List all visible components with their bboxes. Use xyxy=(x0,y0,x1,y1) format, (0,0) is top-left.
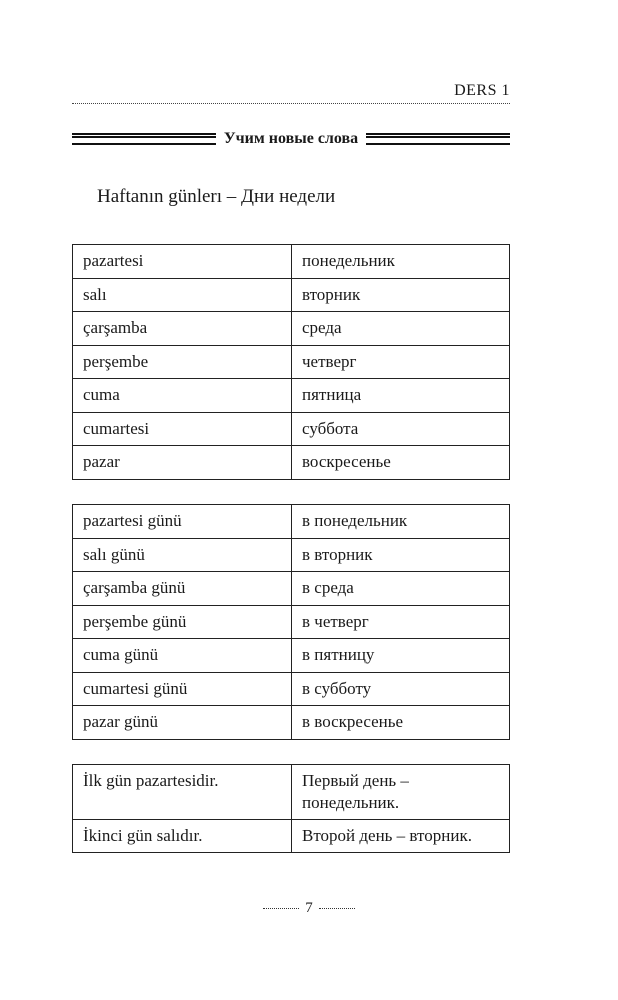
table-row xyxy=(73,505,510,539)
footer-left-dots xyxy=(263,908,299,909)
turkish-phrase: cumartesi günü xyxy=(73,672,292,706)
turkish-word: çarşamba xyxy=(73,312,292,346)
russian-phrase: в четверг xyxy=(292,605,510,639)
russian-phrase: в вторник xyxy=(292,538,510,572)
table-row xyxy=(73,278,510,312)
table-row xyxy=(73,706,510,740)
turkish-phrase: perşembe günü xyxy=(73,605,292,639)
russian-sentence: Первый день – понедельник. xyxy=(292,765,510,820)
lesson-header: DERS 1 xyxy=(454,82,510,99)
russian-word: вторник xyxy=(292,278,510,312)
turkish-word: pazar xyxy=(73,446,292,480)
table-row xyxy=(73,572,510,606)
turkish-word: salı xyxy=(73,278,292,312)
header-dotted-rule xyxy=(72,103,510,104)
page-footer xyxy=(0,900,618,917)
russian-word: пятница xyxy=(292,379,510,413)
days-table xyxy=(72,244,510,480)
table-row xyxy=(73,672,510,706)
table-row xyxy=(73,412,510,446)
russian-phrase: в субботу xyxy=(292,672,510,706)
days-on-table xyxy=(72,504,510,740)
table-row xyxy=(73,639,510,673)
russian-phrase: в среда xyxy=(292,572,510,606)
title-left-rule xyxy=(72,133,216,145)
table-row xyxy=(73,345,510,379)
table-row xyxy=(73,446,510,480)
russian-word: воскресенье xyxy=(292,446,510,480)
page-number: 7 xyxy=(305,900,313,916)
footer-right-dots xyxy=(319,908,355,909)
turkish-word: perşembe xyxy=(73,345,292,379)
turkish-word: cumartesi xyxy=(73,412,292,446)
section-subtitle: Haftanın günlerı – Дни недели xyxy=(97,186,336,207)
table-row xyxy=(73,765,510,820)
turkish-phrase: salı günü xyxy=(73,538,292,572)
russian-word: четверг xyxy=(292,345,510,379)
turkish-word: cuma xyxy=(73,379,292,413)
russian-word: понедельник xyxy=(292,245,510,279)
russian-phrase: в воскресенье xyxy=(292,706,510,740)
table-row xyxy=(73,312,510,346)
title-right-rule xyxy=(366,133,510,145)
table-row xyxy=(73,379,510,413)
turkish-phrase: cuma günü xyxy=(73,639,292,673)
russian-sentence: Второй день – вторник. xyxy=(292,820,510,853)
turkish-sentence: İkinci gün salıdır. xyxy=(73,820,292,853)
table-row xyxy=(73,605,510,639)
sentences-table xyxy=(72,764,510,853)
russian-word: суббота xyxy=(292,412,510,446)
table-row xyxy=(73,538,510,572)
table-row xyxy=(73,820,510,853)
turkish-sentence: İlk gün pazartesidir. xyxy=(73,765,292,820)
russian-phrase: в пятницу xyxy=(292,639,510,673)
table-row xyxy=(73,245,510,279)
section-title-bar xyxy=(72,130,510,148)
turkish-word: pazartesi xyxy=(73,245,292,279)
russian-word: среда xyxy=(292,312,510,346)
turkish-phrase: pazartesi günü xyxy=(73,505,292,539)
turkish-phrase: pazar günü xyxy=(73,706,292,740)
turkish-phrase: çarşamba günü xyxy=(73,572,292,606)
russian-phrase: в понедельник xyxy=(292,505,510,539)
section-title: Учим новые слова xyxy=(223,130,359,147)
